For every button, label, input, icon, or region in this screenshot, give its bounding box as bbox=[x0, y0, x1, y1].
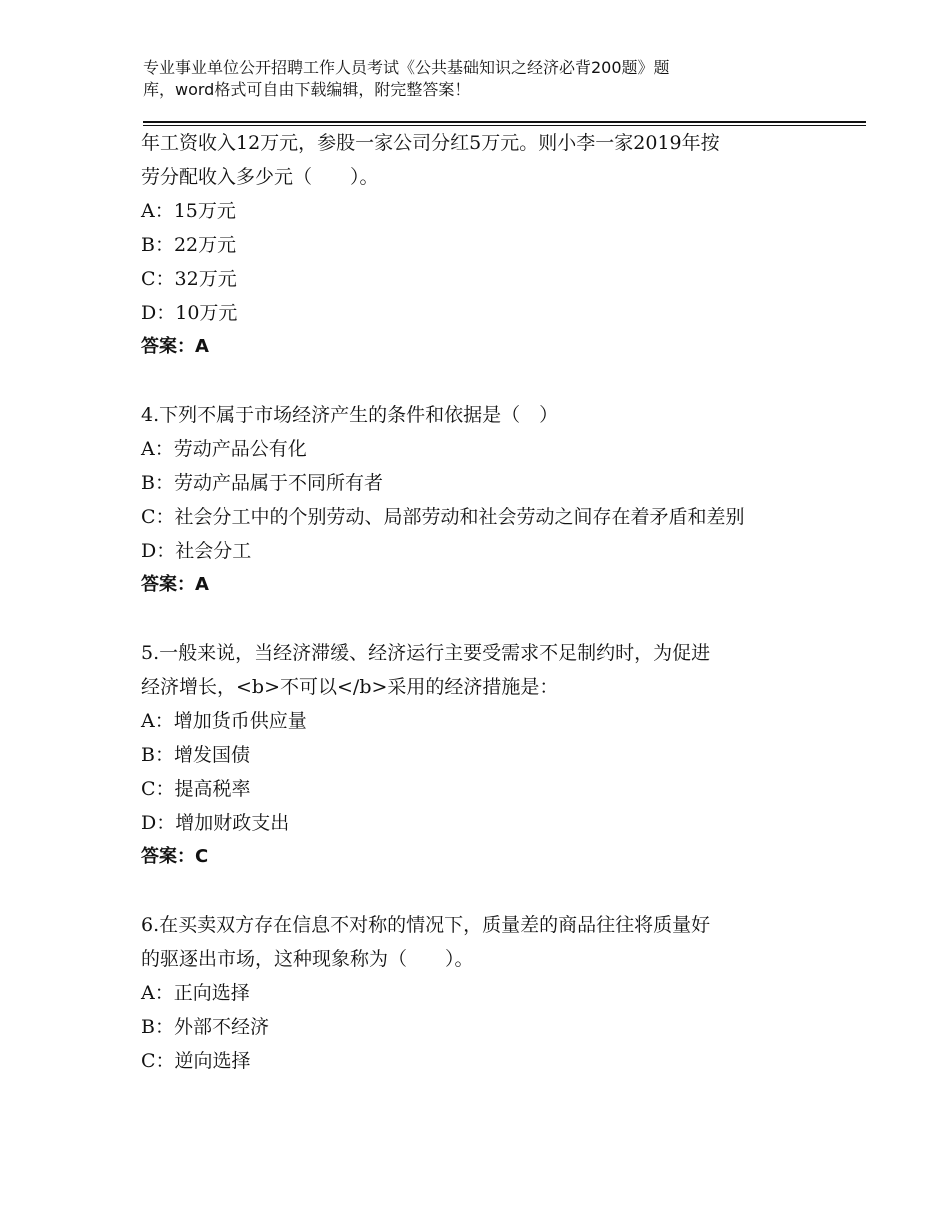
question-3 bbox=[141, 126, 821, 364]
option-a: A：正向选择 bbox=[141, 982, 250, 1004]
question-6 bbox=[141, 908, 821, 1078]
spacer bbox=[141, 874, 821, 908]
question-stem-line: 劳分配收入多少元（ ）。 bbox=[141, 166, 379, 188]
answer-label: 答案：A bbox=[141, 336, 209, 357]
option-c: C：32万元 bbox=[141, 268, 237, 290]
question-stem-line: 经济增长，<b>不可以</b>采用的经济措施是： bbox=[141, 676, 559, 698]
option-d: D：社会分工 bbox=[141, 540, 252, 562]
option-a: A：劳动产品公有化 bbox=[141, 438, 307, 460]
header-line-2: 库，word格式可自由下载编辑，附完整答案！ bbox=[143, 80, 471, 99]
option-d: D：10万元 bbox=[141, 302, 238, 324]
answer-label: 答案：C bbox=[141, 846, 209, 867]
question-stem-line: 5.一般来说，当经济滞缓、经济运行主要受需求不足制约时，为促进 bbox=[141, 642, 711, 664]
answer-label: 答案：A bbox=[141, 574, 209, 595]
option-c: C：社会分工中的个别劳动、局部劳动和社会劳动之间存在着矛盾和差别 bbox=[141, 506, 745, 528]
option-a: A：增加货币供应量 bbox=[141, 710, 307, 732]
document-header bbox=[143, 57, 783, 101]
question-stem: 4.下列不属于市场经济产生的条件和依据是（ ） bbox=[141, 404, 559, 426]
option-b: B：增发国债 bbox=[141, 744, 250, 766]
option-c: C：逆向选择 bbox=[141, 1050, 251, 1072]
spacer bbox=[141, 364, 821, 398]
header-line-1: 专业事业单位公开招聘工作人员考试《公共基础知识之经济必背200题》题 bbox=[143, 58, 670, 77]
option-d: D：增加财政支出 bbox=[141, 812, 290, 834]
option-b: B：劳动产品属于不同所有者 bbox=[141, 472, 383, 494]
option-c: C：提高税率 bbox=[141, 778, 251, 800]
option-a: A：15万元 bbox=[141, 200, 236, 222]
question-5 bbox=[141, 636, 821, 874]
question-list bbox=[141, 126, 821, 1078]
question-4 bbox=[141, 398, 821, 602]
option-b: B：外部不经济 bbox=[141, 1016, 269, 1038]
header-rule-thick bbox=[143, 121, 866, 123]
spacer bbox=[141, 602, 821, 636]
option-b: B：22万元 bbox=[141, 234, 237, 256]
question-stem-line: 6.在买卖双方存在信息不对称的情况下，质量差的商品往往将质量好 bbox=[141, 914, 711, 936]
question-stem-line: 年工资收入12万元，参股一家公司分红5万元。则小李一家2019年按 bbox=[141, 132, 720, 154]
question-stem-line: 的驱逐出市场，这种现象称为（ ）。 bbox=[141, 948, 474, 970]
